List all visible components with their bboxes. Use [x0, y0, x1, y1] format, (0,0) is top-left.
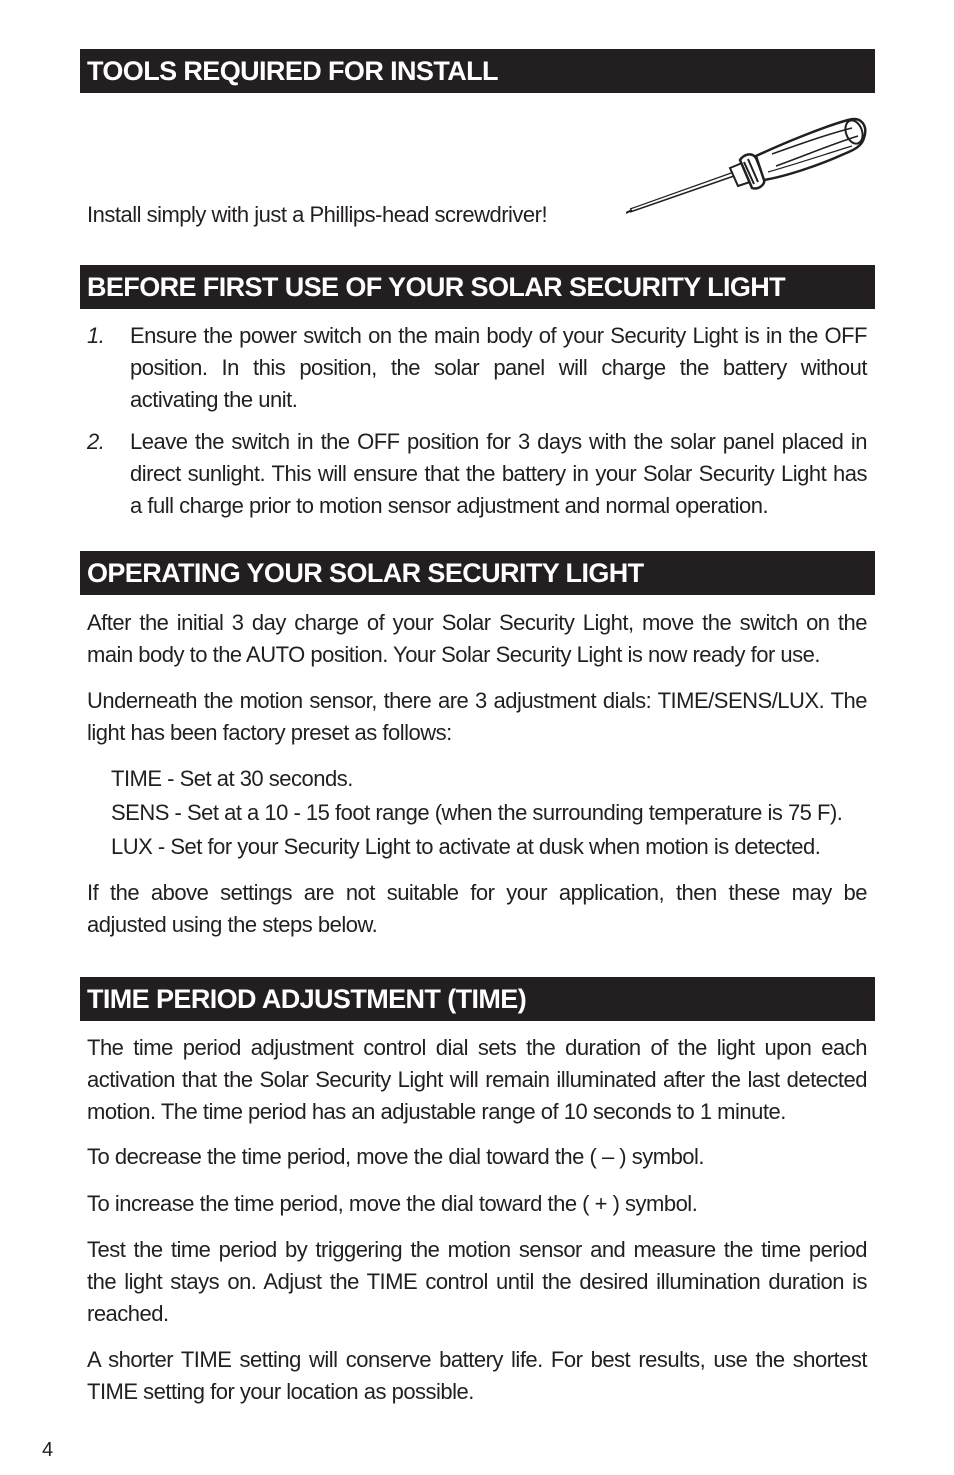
preset-lux: LUX - Set for your Security Light to activate at dusk when motion is detected. — [111, 834, 821, 859]
list-item-number: 1. — [87, 323, 105, 348]
time-paragraph-1: The time period adjustment control dial sets the duration of the light upon each activation that the Solar Security Light will remain illuminated after the last detected motion. The time period has an adjustable range of 10 seconds to 1 minute. — [87, 1035, 867, 1124]
time-paragraph-3: To increase the time period, move the dial toward the ( + ) symbol. — [87, 1191, 698, 1216]
section-heading-before-first-use: BEFORE FIRST USE OF YOUR SOLAR SECURITY LIGHT — [80, 265, 875, 309]
section-heading-operating: OPERATING YOUR SOLAR SECURITY LIGHT — [80, 551, 875, 595]
list-item — [87, 426, 867, 522]
time-paragraph-2: To decrease the time period, move the dial toward the ( – ) symbol. — [87, 1144, 705, 1169]
section-heading-time-adjustment: TIME PERIOD ADJUSTMENT (TIME) — [80, 977, 875, 1021]
operating-paragraph-2: Underneath the motion sensor, there are 3 adjustment dials: TIME/SENS/LUX. The light has been factory preset as follows: — [87, 688, 867, 745]
time-paragraph-4: Test the time period by triggering the motion sensor and measure the time period the light stays on. Adjust the TIME control until the desired illumination duration is reached. — [87, 1237, 867, 1326]
preset-sens: SENS - Set at a 10 - 15 foot range (when the surrounding temperature is 75 F). — [111, 800, 843, 825]
preset-time: TIME - Set at 30 seconds. — [111, 766, 353, 791]
list-item-text: Leave the switch in the OFF position for 3 days with the solar panel placed in direct sunlight. This will ensure that the battery in your Solar Security Light has a full charge prior to motion sensor adjustment and normal operation. — [130, 429, 867, 518]
time-paragraph-5: A shorter TIME setting will conserve battery life. For best results, use the shortest TIME setting for your location as possible. — [87, 1347, 867, 1404]
tools-text: Install simply with just a Phillips-head screwdriver! — [87, 202, 548, 227]
list-item — [87, 320, 867, 416]
section-heading-tools: TOOLS REQUIRED FOR INSTALL — [80, 49, 875, 93]
page-number: 4 — [42, 1439, 54, 1461]
operating-paragraph-1: After the initial 3 day charge of your Solar Security Light, move the switch on the main body to the AUTO position. Your Solar Security Light is now ready for use. — [87, 610, 867, 667]
operating-paragraph-3: If the above settings are not suitable for your application, then these may be adjusted using the steps below. — [87, 880, 867, 937]
list-item-number: 2. — [87, 429, 105, 454]
list-item-text: Ensure the power switch on the main body of your Security Light is in the OFF position. In this position, the solar panel will charge the battery without activating the unit. — [130, 323, 867, 412]
